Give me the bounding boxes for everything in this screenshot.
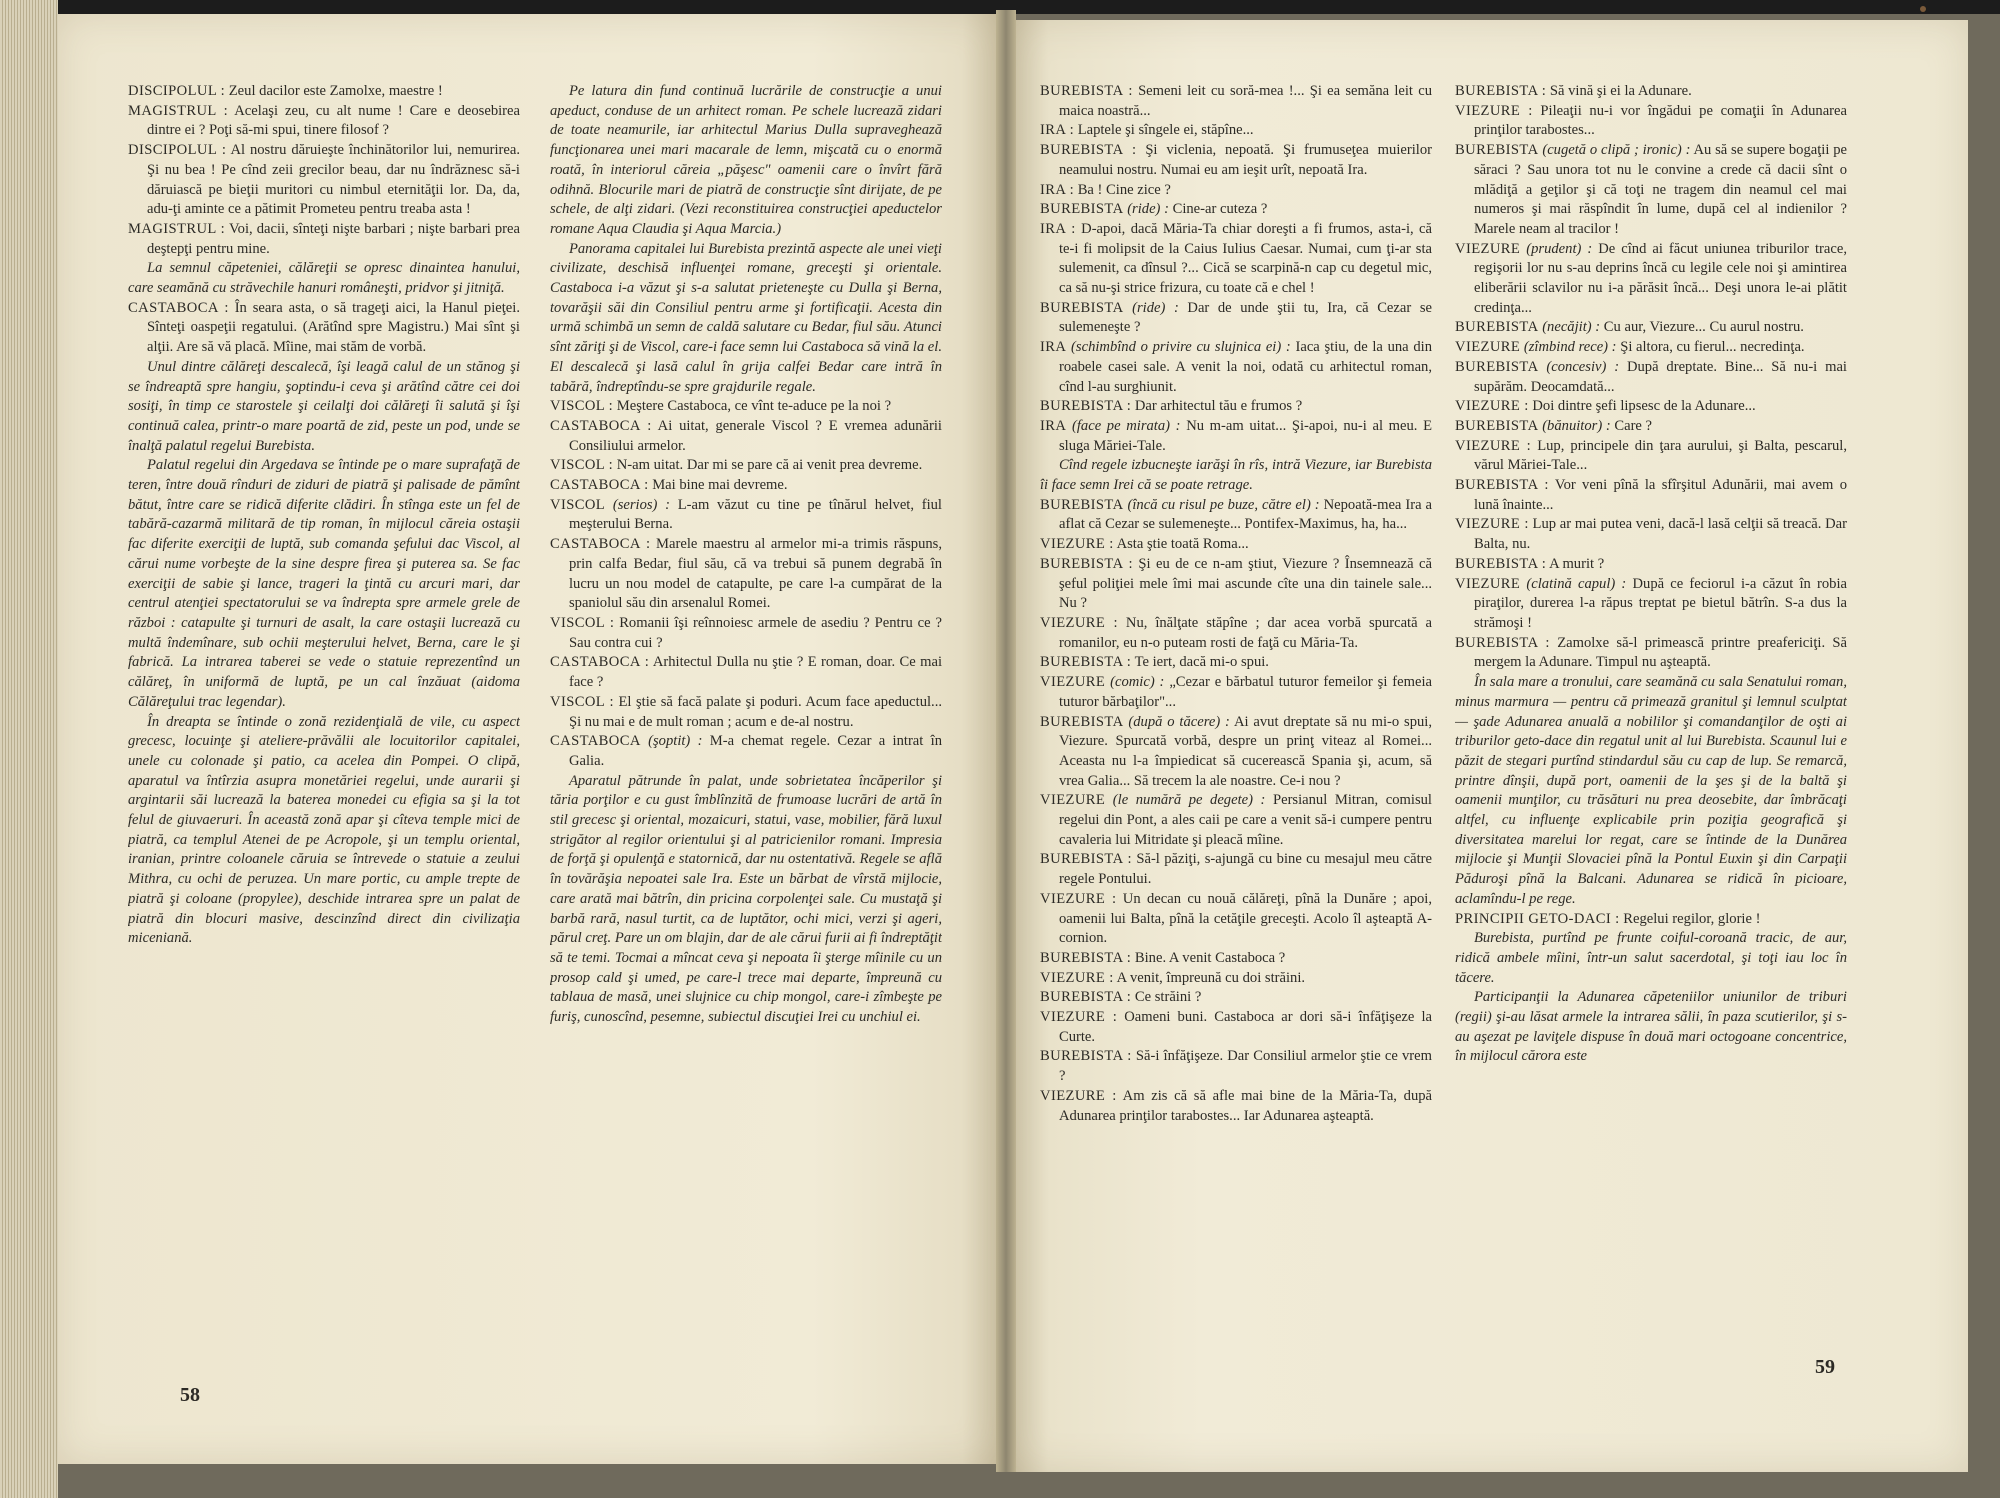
dialogue-line (1455, 417, 1847, 437)
stage-direction: Pe latura din fund continuă lucrările de construcţie a unui apeduct, conduse de un arhitect roman. Pe schele lucrează zidari de toate neamurile, iar arhitectul Marius Dulla supraveghează funcţionarea unei mari macarale de lemn, mişcată cu o enormă roată, în interiorul căreia „păşesc" oamenii care o învîrt fără odihnă. Blocurile mari de piatră de construcţie sînt dirijate, de pe schele, de alţi zidari. (Vezi reconstituirea construcţiei apeductelor romane Aqua Claudia şi Aqua Marcia.) (550, 83, 942, 237)
speaker-name: CASTABOCA : (550, 654, 650, 671)
dialogue-line (1040, 850, 1432, 889)
dialogue-text: Marele maestru al armelor mi-a trimis răspuns, prin calfa Bedar, fiul său, că va trebui să punem degrabă în lucru un nou model de catapulte, pe care l-a cumpărat de la spaniolul său din arsenalul Romei. (568, 536, 942, 612)
dialogue-text: Bine. A venit Castaboca ? (1134, 949, 1286, 966)
dialogue-text: Am zis că să afle mai bine de la Măria-Ta, după Adunarea prinţilor tarabostes... Iar Adunarea aşteaptă. (1058, 1087, 1432, 1124)
dialogue-line (1040, 496, 1432, 535)
dialogue-line (1040, 535, 1432, 555)
dialogue-text: Nepoată-mea Ira a aflat că Cezar se sulemeneşte... Pontifex-Maximus, ha, ha... (1058, 496, 1432, 533)
dialogue-line (128, 299, 520, 358)
speaker-name: BUREBISTA : (1040, 989, 1132, 1006)
dialogue-text: Oameni buni. Castaboca ar dori să-i înfăţişeze la Curte. (1058, 1009, 1432, 1045)
stage-direction: În sala mare a tronului, care seamănă cu sala Senatului roman, minus marmura — pentru că primează granitul şi lemnul sculptat — şade Adunarea anuală a nobililor şi comandanţilor de oşti ai triburilor geto-dace din regatul unit al lui Burebista. Scaunul lui e păzit de stegari purtînd stindardul său cu cap de lup. Se remarcă, printre dînşii, după port, oamenii de la şes şi de la baltă şi oamenii munţilor, cu trăsături nu prea deosebite, dar îmbrăcaţi altfel, cu influenţe explicabile prin poziţia geografică şi diversitatea marelui lor regat, care se întinde de la Dunărea mijlocie şi Munţii Slovaciei pînă la Pontul Euxin şi din Carpaţii Păduroşi pînă la Balcani. Adunarea se ridică în picioare, aclamîndu-l pe rege. (1455, 674, 1847, 907)
dialogue-line (1040, 181, 1432, 201)
dialogue-line (550, 476, 942, 496)
dialogue-line (1040, 82, 1432, 121)
speaker-name: CASTABOCA : (550, 536, 651, 553)
dialogue-text: Au să se supere bogaţii pe săraci ? Sau unora tot nu le convine a crede că dacii sînt o mlădiţă a geţilor şi că toţi ne tragem din neamul cel mai numeros şi mai răspîndit în lume, după cel al indienilor ? Marele neam al tracilor ! (1473, 142, 1847, 237)
dialogue-line (1455, 141, 1847, 240)
dialogue-text: Lup ar mai putea veni, dacă-l lasă celţii să treacă. Dar Balta, nu. (1473, 516, 1847, 553)
speaker-name: BUREBISTA : (1040, 1048, 1132, 1065)
dialogue-text: Ai uitat, generale Viscol ? E vremea adunării Consiliului armelor. (568, 417, 942, 454)
dialogue-text: N-am uitat. Dar mi se pare că ai venit prea devreme. (616, 457, 923, 474)
stage-direction: Palatul regelui din Argedava se întinde pe o mare suprafaţă de teren, între două rînduri de ziduri de piatră şi palisade de pămînt bătut, între care se ridică diferite clădiri. În stînga este un fel de tabără-cazarmă militară de tip roman, în mijlocul căreia ostaşii fac diferite exerciţii de luptă, sub comanda şefului dac Viscol, al cărui nume vorbeşte de la sine despre firea şi puterea sa. Se fac exerciţii de sabie şi lance, trageri la ţintă cu arcuri mari, dar centrul atenţiei spectatorului se va îndrepta spre armele grele de război : catapulte şi turnuri de asalt, la care ostaşii lucrează cu multă îndemînare, sub ochii meşterului helvet, Berna, care le şi fabrică. La intrarea taberei se vede o statuie reprezentînd un călăreţ, în uniformă de luptă, pe un cal înzăuat (aidoma Călăreţului trac legendar). (128, 457, 520, 710)
speaker-name: VIEZURE (1040, 792, 1106, 809)
dialogue-text: Nu m-am uitat... Şi-apoi, nu-i al meu. E sluga Măriei-Tale. (1058, 417, 1432, 454)
speaker-name: BUREBISTA : (1040, 949, 1132, 966)
speaker-name: DISCIPOLUL : (128, 142, 227, 159)
speaker-name: BUREBISTA : (1455, 477, 1549, 494)
dialogue-text: Pileaţii nu-i vor îngădui pe comaţii în Adunarea prinţilor tarabostes... (1473, 102, 1847, 139)
dialogue-line (1040, 890, 1432, 949)
speaker-name: IRA : (1040, 181, 1075, 198)
dialogue-line (1040, 200, 1432, 220)
dialogue-text: Cu aur, Viezure... Cu aurul nostru. (1603, 319, 1804, 336)
dialogue-text: L-am văzut cu tine pe tînărul helvet, fiul meşterului Berna. (568, 496, 942, 533)
speaker-name: BUREBISTA (1040, 713, 1124, 730)
stage-direction-inline: (clatină capul) : (1526, 575, 1627, 592)
speaker-name: BUREBISTA (1455, 319, 1539, 336)
speaker-name: BUREBISTA (1455, 142, 1539, 159)
dialogue-text: Să-i înfăţişeze. Dar Consiliul armelor ştie ce vrem ? (1058, 1048, 1432, 1085)
speaker-name: DISCIPOLUL : (128, 83, 226, 99)
column-1 (128, 82, 520, 1390)
stage-direction-inline: (serios) : (612, 496, 670, 513)
dialogue-text: Cine-ar cuteza ? (1172, 201, 1268, 218)
stage-direction-inline: (şoptit) : (648, 733, 703, 750)
stage-direction-inline: (după o tăcere) : (1128, 713, 1230, 730)
dialogue-text: Al nostru dăruieşte închinătorilor lui, nemurirea. Şi nu bea ! Pe cînd zeii grecilor beau, dar nu îndrăznesc să-i dăruiască pe bieţii muritori cu nimbul eternităţii lor. Da, da, adu-ţi aminte ce a pătimit Prometeu pentru treaba asta ! (146, 142, 520, 218)
dialogue-line (550, 496, 942, 535)
dialogue-line (1040, 713, 1432, 792)
dialogue-text: Romanii îşi reînnoiesc armele de asediu ? Pentru ce ? Sau contra cui ? (568, 614, 942, 651)
dialogue-line (550, 456, 942, 476)
dialogue-line (550, 535, 942, 614)
stage-direction-inline: (schimbînd o privire cu slujnica ei) : (1071, 339, 1291, 356)
stage-direction-inline: (comic) : (1110, 674, 1165, 691)
stage-direction-inline: (ride) : (1127, 201, 1169, 218)
dialogue-line (1455, 338, 1847, 358)
speaker-name: BUREBISTA : (1040, 83, 1133, 99)
stage-direction: La semnul căpeteniei, călăreţii se opresc dinaintea hanului, care seamănă cu străvechile hanuri româneşti, pridvor şi jitniţă. (128, 260, 520, 297)
dialogue-line (1455, 240, 1847, 319)
speaker-name: VISCOL : (550, 693, 614, 710)
speaker-name: VIEZURE (1455, 240, 1521, 257)
paper-speck (1920, 6, 1926, 12)
dialogue-line (1455, 555, 1847, 575)
stage-direction-inline: (prudent) : (1526, 240, 1593, 257)
dialogue-line (1455, 437, 1847, 476)
dialogue-text: Vor veni pînă la sfîrşitul Adunării, mai avem o lună înainte... (1473, 477, 1847, 513)
dialogue-line (1040, 1008, 1432, 1047)
dialogue-text: Nu, înălţate stăpîne ; dar acea vorbă spurcată a romanilor, eu n-o puteam rosti de faţă cu Măria-Ta. (1058, 614, 1432, 651)
speaker-name: BUREBISTA : (1040, 142, 1137, 159)
stage-direction: Panorama capitalei lui Burebista prezintă aspecte ale unei vieţi civilizate, deschisă influenţei romane, greceşti şi orientale. Castaboca i-a văzut şi s-a salutat prieteneşte cu Dulla şi Berna, tovarăşii săi din Consiliul pentru arme şi fortificaţii. Acesta din urmă schimbă un semn de caldă salutare cu Bedar, fiul său. Atunci sînt zăriţi şi de Viscol, care-i face semn lui Castaboca să vină la el. El descalecă şi lasă calul în grija calfei Bedar care intră în tabără, îndreptîndu-se spre grajdurile regale. (550, 240, 942, 395)
dialogue-text: Arhitectul Dulla nu ştie ? E roman, doar. Ce mai face ? (568, 654, 942, 691)
dialogue-text: Iaca ştiu, de la una din roabele casei sale. A venit la noi, odată cu arhitectul roman, cînd l-au surghiunit. (1058, 339, 1432, 395)
book-page-edges (0, 0, 58, 1498)
dialogue-text: Semeni leit cu soră-mea !... Şi ea semăna leit cu maica noastră... (1058, 83, 1432, 119)
dialogue-line (128, 82, 520, 102)
speaker-name: MAGISTRUL : (128, 102, 229, 119)
dialogue-text: Lup, principele din ţara aurului, şi Balta, pescarul, vărul Măriei-Tale... (1473, 437, 1847, 474)
speaker-name: VIEZURE : (1455, 516, 1529, 533)
dialogue-line (1455, 358, 1847, 397)
speaker-name: IRA (1040, 339, 1067, 356)
speaker-name: CASTABOCA (550, 733, 641, 750)
dialogue-line (1455, 102, 1847, 141)
dialogue-text: El ştie să facă palate şi poduri. Acum face apeductul... Şi nu mai e de mult roman ; acum e de-al nostru. (568, 693, 942, 730)
speaker-name: BUREBISTA (1040, 201, 1124, 218)
dialogue-text: Ce străini ? (1134, 989, 1202, 1006)
dialogue-line (1040, 791, 1432, 850)
dialogue-text: Mai bine mai devreme. (652, 477, 788, 494)
speaker-name: BUREBISTA : (1455, 83, 1547, 99)
speaker-name: BUREBISTA (1455, 358, 1539, 375)
speaker-name: CASTABOCA : (550, 417, 652, 434)
dialogue-text: Ai avut dreptate să nu mi-o spui, Viezure. Spurcată vorbă, despre un prinţ viteaz al Romei... Aceasta nu l-a împiedicat să cucerească Spania şi, acum, să vrea Galia... Să trecem la ale noastre. Ce-i nou ? (1058, 713, 1432, 789)
dialogue-line (128, 220, 520, 259)
column-4 (1455, 82, 1847, 1390)
speaker-name: BUREBISTA : (1040, 851, 1132, 868)
dialogue-text: Dar arhitectul tău e frumos ? (1134, 398, 1303, 415)
dialogue-text: Să vină şi ei la Adunare. (1549, 83, 1692, 99)
dialogue-text: Persianul Mitran, comisul regelui din Pont, a ales caii pe care a venit să-i cumpere pentru cavaleria lui Mitridate şi pleacă mîine. (1058, 792, 1432, 848)
dialogue-line (1455, 634, 1847, 673)
page-number-left: 58 (180, 1384, 200, 1406)
speaker-name: VIEZURE : (1455, 398, 1529, 415)
dialogue-text: Zamolxe să-l primească printre preafericiţi. Să mergem la Adunare. Timpul nu aşteaptă. (1473, 634, 1847, 671)
dialogue-text: După ce feciorul i-a căzut în robia piraţilor, durerea l-a răpus treptat pe bietul bătrîn. S-a dus la strămoşi ! (1473, 575, 1847, 631)
dialogue-line (1040, 1047, 1432, 1086)
dialogue-line (1040, 141, 1432, 180)
dialogue-line (550, 614, 942, 653)
speaker-name: VIEZURE (1455, 575, 1521, 592)
dialogue-text: A murit ? (1549, 555, 1605, 572)
speaker-name: BUREBISTA (1040, 299, 1124, 316)
dialogue-line (1040, 299, 1432, 338)
speaker-name: VISCOL : (550, 398, 614, 415)
dialogue-text: Laptele şi sîngele ei, stăpîne... (1077, 122, 1254, 139)
speaker-name: VISCOL : (550, 614, 615, 631)
dialogue-line (1455, 575, 1847, 634)
speaker-name: VIEZURE : (1040, 969, 1114, 986)
dialogue-text: Asta ştie toată Roma... (1116, 536, 1249, 553)
speaker-name: BUREBISTA : (1040, 398, 1132, 415)
speaker-name: CASTABOCA : (128, 299, 229, 316)
stage-direction-inline: (le numără pe degete) : (1112, 792, 1266, 809)
dialogue-line (550, 653, 942, 692)
dialogue-line (1455, 397, 1847, 417)
dialogue-line (1040, 614, 1432, 653)
dialogue-line (1040, 673, 1432, 712)
stage-direction-inline: (necăjit) : (1542, 319, 1601, 336)
dialogue-line (1040, 1087, 1432, 1126)
dialogue-line (1040, 949, 1432, 969)
speaker-name: IRA (1040, 417, 1067, 434)
dialogue-text: Ba ! Cine zice ? (1077, 181, 1171, 198)
dialogue-text: Şi eu de ce n-am ştiut, Viezure ? Însemnează că şeful poliţiei mele îmi mai ascunde cîte una din tainele sale... Nu ? (1058, 555, 1432, 612)
speaker-name: VIEZURE : (1455, 102, 1533, 119)
speaker-name: VIEZURE : (1040, 1009, 1118, 1026)
dialogue-line (1040, 969, 1432, 989)
speaker-name: BUREBISTA : (1455, 634, 1550, 651)
stage-direction: Participanţii la Adunarea căpeteniilor uniunilor de triburi (regii) şi-au lăsat armele la intrarea sălii, în paza scutierilor, şi s-au aşezat pe laviţele dispuse în două mari octogoane concentrice, în mijlocul cărora este (1455, 989, 1847, 1065)
dialogue-line (1040, 555, 1432, 614)
stage-direction: Unul dintre călăreţi descalecă, îşi leagă calul de un stănog şi se îndreaptă spre hangiu, şoptindu-i ceva şi arătînd către cei doi sosiţi, în timp ce starostele şi ceilalţi doi călăreţi îi salută şi îşi continuă calea, printr-o mare poartă de zid, peste un pod, unde se înalţă palatul regelui Burebista. (128, 358, 520, 454)
dialogue-line (1040, 397, 1432, 417)
speaker-name: BUREBISTA : (1455, 555, 1547, 572)
stage-direction: În dreapta se întinde o zonă rezidenţială de vile, cu aspect grecesc, locuinţe şi ateliere-prăvălii ale locuitorilor capitalei, unele cu colonade şi patio, ca acelea din Pompei. O clipă, aparatul va întîrzia asupra monetăriei regelui, unde aurarii şi argintarii săi lucrează la baterea monedei cu efigia sa şi la tot felul de giuvaeruri. În această zonă apar şi cîteva temple mici de piatră, ca templul Atenei de pe Acropole, şi un templu oriental, iranian, printre coloanele căruia se întrevede o statuie a zeului Mithra, cu ochi de peruzea. Un mare portic, cu ample trepte de piatră şi coloane (propylee), deschide intrarea spre un palat de piatră din blocuri masive, descinzînd direct din civilizaţia miceniană. (128, 713, 520, 947)
stage-direction-inline: (zîmbind rece) : (1523, 339, 1617, 356)
speaker-name: VIEZURE : (1040, 1087, 1117, 1104)
stage-direction: Cînd regele izbucneşte iarăşi în rîs, intră Viezure, iar Burebista îi face semn Irei că se poate retrage. (1040, 457, 1432, 494)
dialogue-line (1040, 417, 1432, 456)
dialogue-text: După dreptate. Bine... Să nu-i mai supărăm. Deocamdată... (1473, 358, 1847, 395)
speaker-name: PRINCIPII GETO-DACI : (1455, 910, 1620, 927)
speaker-name: VIEZURE (1455, 339, 1521, 356)
speaker-name: VISCOL : (550, 457, 614, 474)
dialogue-text: Doi dintre şefi lipsesc de la Adunare... (1532, 398, 1756, 415)
stage-direction-inline: (ride) : (1132, 299, 1179, 316)
dialogue-text: Şi viclenia, nepoată. Şi frumuseţea muierilor neamului nostru. Numai eu am ieşit urît, nepoată Ira. (1058, 142, 1432, 178)
stage-direction: Burebista, purtînd pe frunte coiful-coroană tracic, de aur, ridică ambele mîini, într-un salut sacerdotal, şi toţi iau loc în tăcere. (1455, 930, 1847, 986)
dialogue-line (128, 102, 520, 141)
dialogue-text: Dar de unde ştii tu, Ira, că Cezar se sulemeneşte ? (1058, 299, 1432, 336)
speaker-name: CASTABOCA : (550, 477, 649, 494)
dialogue-line (1455, 910, 1847, 930)
stage-direction-inline: (bănuitor) : (1542, 417, 1611, 434)
dialogue-text: Acelaşi zeu, cu alt nume ! Care e deosebirea dintre ei ? Poţi să-mi spui, tinere filosof ? (146, 102, 520, 139)
dialogue-text: Un decan cu nouă călăreţi, pînă la Dunăre ; apoi, oamenii lui Balta, pînă la cetăţile greceşti. Acolo îl aşteaptă A-cornion. (1058, 890, 1432, 947)
dialogue-line (1040, 988, 1432, 1008)
dialogue-line (550, 693, 942, 732)
dialogue-text: Meştere Castaboca, ce vînt te-aduce pe la noi ? (616, 398, 892, 415)
column-2 (550, 82, 942, 1390)
speaker-name: BUREBISTA : (1040, 555, 1133, 572)
dialogue-line (128, 141, 520, 220)
dialogue-text: „Cezar e bărbatul tuturor femeilor şi femeia tuturor bărbaţilor"... (1058, 674, 1432, 710)
speaker-name: VIEZURE : (1455, 437, 1532, 454)
speaker-name: BUREBISTA (1040, 496, 1124, 513)
dialogue-text: Voi, dacii, sînteţi nişte barbari ; nişte barbari prea deştepţi pentru mine. (146, 220, 520, 257)
dialogue-text: Te iert, dacă mi-o spui. (1134, 654, 1269, 671)
book-gutter (996, 10, 1016, 1472)
stage-direction-inline: (concesiv) : (1546, 358, 1620, 375)
dialogue-text: M-a chemat regele. Cezar a intrat în Galia. (568, 733, 942, 769)
dialogue-line (550, 397, 942, 417)
column-3 (1040, 82, 1432, 1390)
dialogue-line (1040, 121, 1432, 141)
dialogue-line (1040, 653, 1432, 673)
speaker-name: BUREBISTA (1455, 417, 1539, 434)
speaker-name: VIEZURE : (1040, 890, 1117, 907)
dialogue-line (1040, 220, 1432, 299)
dialogue-text: A venit, împreună cu doi străini. (1116, 969, 1306, 986)
dialogue-text: Şi altora, cu fierul... necredinţa. (1620, 339, 1805, 356)
dialogue-text: Să-l păziţi, s-ajungă cu bine cu mesajul meu către regele Pontului. (1058, 851, 1432, 888)
speaker-name: VISCOL (550, 496, 606, 513)
page-number-right: 59 (1815, 1356, 1835, 1378)
dialogue-line (550, 417, 942, 456)
speaker-name: MAGISTRUL : (128, 220, 226, 237)
dialogue-line (1455, 476, 1847, 515)
stage-direction-inline: (cugetă o clipă ; ironic) : (1542, 142, 1691, 159)
speaker-name: VIEZURE (1040, 674, 1106, 691)
speaker-name: IRA : (1040, 220, 1076, 237)
speaker-name: BUREBISTA : (1040, 654, 1132, 671)
speaker-name: VIEZURE : (1040, 536, 1114, 553)
dialogue-text: D-apoi, dacă Măria-Ta chiar doreşti a fi frumos, asta-i, că te-i fi molipsit de la Caius Iulius Caesar. Numai, cum ţi-ar sta sulemenit, ca dînsul ?... Cică se scarpină-n cap cu degetul mic, ca să nu-şi strice frizura, cu toate că e chel ! (1058, 220, 1432, 297)
stage-direction-inline: (încă cu risul pe buze, către el) : (1127, 496, 1320, 513)
stage-direction-inline: (face pe mirata) : (1072, 417, 1181, 434)
dialogue-text: Care ? (1614, 417, 1653, 434)
dialogue-text: Regelui regilor, glorie ! (1623, 910, 1761, 927)
dialogue-line (1455, 515, 1847, 554)
dialogue-line (550, 732, 942, 771)
stage-direction: Aparatul pătrunde în palat, unde sobrietatea încăperilor şi tăria porţilor e cu gust îmblînzită de frumoase lucrări de artă în stil grecesc şi oriental, mozaicuri, statui, vase, mobilier, fără luxul strigător al regilor orientului şi al patricienilor romani. Impresia de forţă şi opulenţă e statornică, dar nu ostentativă. Regele se află în tovărăşia nepoatei sale Ira. Este un bărbat de vîrstă mijlocie, care arată mai bătrîn, din pricina corpolenţei sale. Cu mustaţă şi barbă rară, nasul turtit, ca de luptător, ochi mici, verzi şi ageri, părul creţ. Pare un om blajin, dar de ale cărui furii ai fi îndreptăţit să te temi. Tocmai a mîncat ceva şi nepoata îi şterge mîinile cu un prosop cald şi umed, pe care-l trece mai departe, împreună cu tablaua de masă, unei slujnice cu chip mongol, care-i zîmbeşte pe furiş, cunoscînd, pesemne, subiectul discuţiei Irei cu unchiul ei. (550, 772, 942, 1026)
speaker-name: VIEZURE : (1040, 614, 1118, 631)
dialogue-text: Zeul dacilor este Zamolxe, maestre ! (228, 83, 443, 99)
dialogue-text: De cînd ai făcut uniunea triburilor trace, regişorii lor nu s-au deprins încă cu legile cele noi şi amintirea eliberării sclavilor nu i-a părăsit încă... Deşi unora le-ai plătit credinţa... (1473, 240, 1847, 316)
dialogue-line (1455, 82, 1847, 102)
dialogue-line (1455, 318, 1847, 338)
speaker-name: IRA : (1040, 122, 1075, 139)
dialogue-line (1040, 338, 1432, 397)
dialogue-text: În seara asta, o să trageţi aici, la Hanul pieţei. Sînteţi oaspeţii regatului. (Arătînd spre Magistru.) Mai sînt şi alţii. Are să vă placă. Mîine, mai stăm de vorbă. (146, 299, 520, 356)
